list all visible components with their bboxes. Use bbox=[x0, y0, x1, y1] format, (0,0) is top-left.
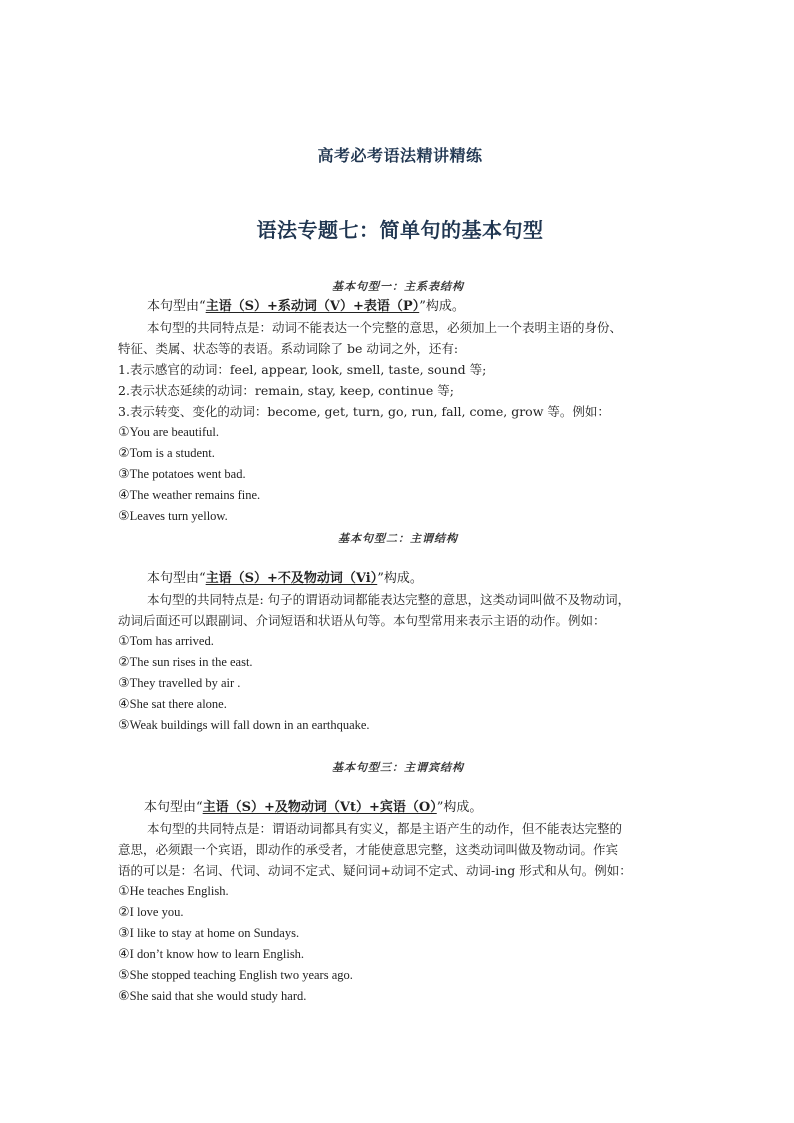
circled-number: ⑤ bbox=[118, 509, 130, 524]
example-sentence bbox=[118, 443, 678, 464]
description-line: 动词后面还可以跟副词、介词短语和状语从句等。本句型常用来表示主语的动作。例如： bbox=[118, 613, 606, 628]
formula-prefix: 本句型由“ bbox=[144, 800, 203, 815]
example-text: She sat there alone. bbox=[129, 697, 227, 711]
example-sentence bbox=[118, 506, 678, 527]
example-text: She stopped teaching English two years ago. bbox=[129, 968, 353, 982]
section-heading: 基本句型一：主系表结构 bbox=[332, 280, 464, 293]
formula-prefix: 本句型由“ bbox=[147, 571, 206, 586]
example-sentence bbox=[118, 485, 678, 506]
circled-number: ⑤ bbox=[118, 718, 130, 733]
formula-line bbox=[118, 797, 678, 818]
example-sentence bbox=[118, 881, 678, 902]
circled-number: ④ bbox=[118, 488, 130, 503]
description-line: 本句型的共同特点是：谓语动词都具有实义，都是主语产生的动作，但不能表达完整的 bbox=[147, 821, 623, 836]
example-text: Leaves turn yellow. bbox=[129, 509, 228, 523]
section-heading: 基本句型二：主谓结构 bbox=[338, 532, 458, 545]
description-line: 语的可以是：名词、代词、动词不定式、疑问词+动词不定式、动词-ing 形式和从句。例如： bbox=[118, 863, 632, 878]
list-item: 3.表示转变、变化的动词：become, get, turn, go, run, fall, come, grow 等。例如： bbox=[118, 404, 610, 419]
circled-number: ① bbox=[118, 634, 130, 649]
circled-number: ② bbox=[118, 655, 130, 670]
example-text: I don’t know how to learn English. bbox=[129, 947, 305, 961]
example-text: The weather remains fine. bbox=[129, 488, 261, 502]
section-pattern-2 bbox=[118, 530, 678, 736]
example-text: I love you. bbox=[129, 905, 184, 919]
example-sentence bbox=[118, 944, 678, 965]
example-text: The sun rises in the east. bbox=[129, 655, 253, 669]
list-item: 1.表示感官的动词：feel, appear, look, smell, taste, sound 等; bbox=[118, 362, 487, 377]
circled-number: ② bbox=[118, 905, 130, 920]
section-pattern-3 bbox=[118, 759, 678, 1007]
example-text: You are beautiful. bbox=[129, 425, 219, 439]
formula: 主语（S）+不及物动词（Vi） bbox=[205, 571, 378, 586]
example-text: He teaches English. bbox=[129, 884, 229, 898]
circled-number: ② bbox=[118, 446, 130, 461]
circled-number: ⑥ bbox=[118, 989, 130, 1004]
formula-line bbox=[118, 296, 678, 317]
example-text: They travelled by air . bbox=[129, 676, 241, 690]
example-sentence bbox=[118, 422, 678, 443]
description-line: 特征、类属、状态等的表语。系动词除了 be 动词之外，还有: bbox=[118, 341, 459, 356]
formula: 主语（S）+及物动词（Vt）+宾语（O） bbox=[202, 800, 437, 815]
circled-number: ④ bbox=[118, 697, 130, 712]
document-title: 高考必考语法精讲精练 bbox=[317, 146, 483, 165]
example-sentence bbox=[118, 965, 678, 986]
description-line: 本句型的共同特点是: 句子的谓语动词都能表达完整的意思，这类动词叫做不及物动词， bbox=[147, 592, 631, 607]
formula-suffix: ”构成。 bbox=[377, 571, 423, 586]
circled-number: ⑤ bbox=[118, 968, 130, 983]
circled-number: ③ bbox=[118, 926, 130, 941]
example-sentence bbox=[118, 986, 678, 1007]
example-text: Tom is a student. bbox=[129, 446, 215, 460]
description-line: 本句型的共同特点是：动词不能表达一个完整的意思，必须加上一个表明主语的身份、 bbox=[147, 320, 623, 335]
section-pattern-1 bbox=[118, 278, 678, 527]
example-sentence bbox=[118, 673, 678, 694]
formula-prefix: 本句型由“ bbox=[147, 299, 206, 314]
formula-suffix: ”构成。 bbox=[419, 299, 465, 314]
example-sentence bbox=[118, 923, 678, 944]
example-text: I like to stay at home on Sundays. bbox=[129, 926, 300, 940]
circled-number: ④ bbox=[118, 947, 130, 962]
example-text: Tom has arrived. bbox=[129, 634, 214, 648]
topic-title: 语法专题七：简单句的基本句型 bbox=[256, 218, 544, 242]
example-text: Weak buildings will fall down in an earthquake. bbox=[129, 718, 370, 732]
circled-number: ① bbox=[118, 884, 130, 899]
example-sentence bbox=[118, 694, 678, 715]
circled-number: ③ bbox=[118, 467, 130, 482]
section-heading: 基本句型三：主谓宾结构 bbox=[332, 761, 464, 774]
formula-line bbox=[118, 568, 678, 589]
circled-number: ③ bbox=[118, 676, 130, 691]
list-item: 2.表示状态延续的动词：remain, stay, keep, continue 等; bbox=[118, 383, 454, 398]
example-text: The potatoes went bad. bbox=[129, 467, 246, 481]
formula: 主语（S）+系动词（V）+表语（P） bbox=[205, 299, 420, 314]
example-sentence bbox=[118, 902, 678, 923]
example-sentence bbox=[118, 464, 678, 485]
example-sentence bbox=[118, 715, 678, 736]
circled-number: ① bbox=[118, 425, 130, 440]
example-sentence bbox=[118, 631, 678, 652]
example-sentence bbox=[118, 652, 678, 673]
description-line: 意思，必须跟一个宾语，即动作的承受者，才能使意思完整，这类动词叫做及物动词。作宾 bbox=[118, 842, 619, 857]
formula-suffix: ”构成。 bbox=[436, 800, 483, 815]
example-text: She said that she would study hard. bbox=[129, 989, 307, 1003]
